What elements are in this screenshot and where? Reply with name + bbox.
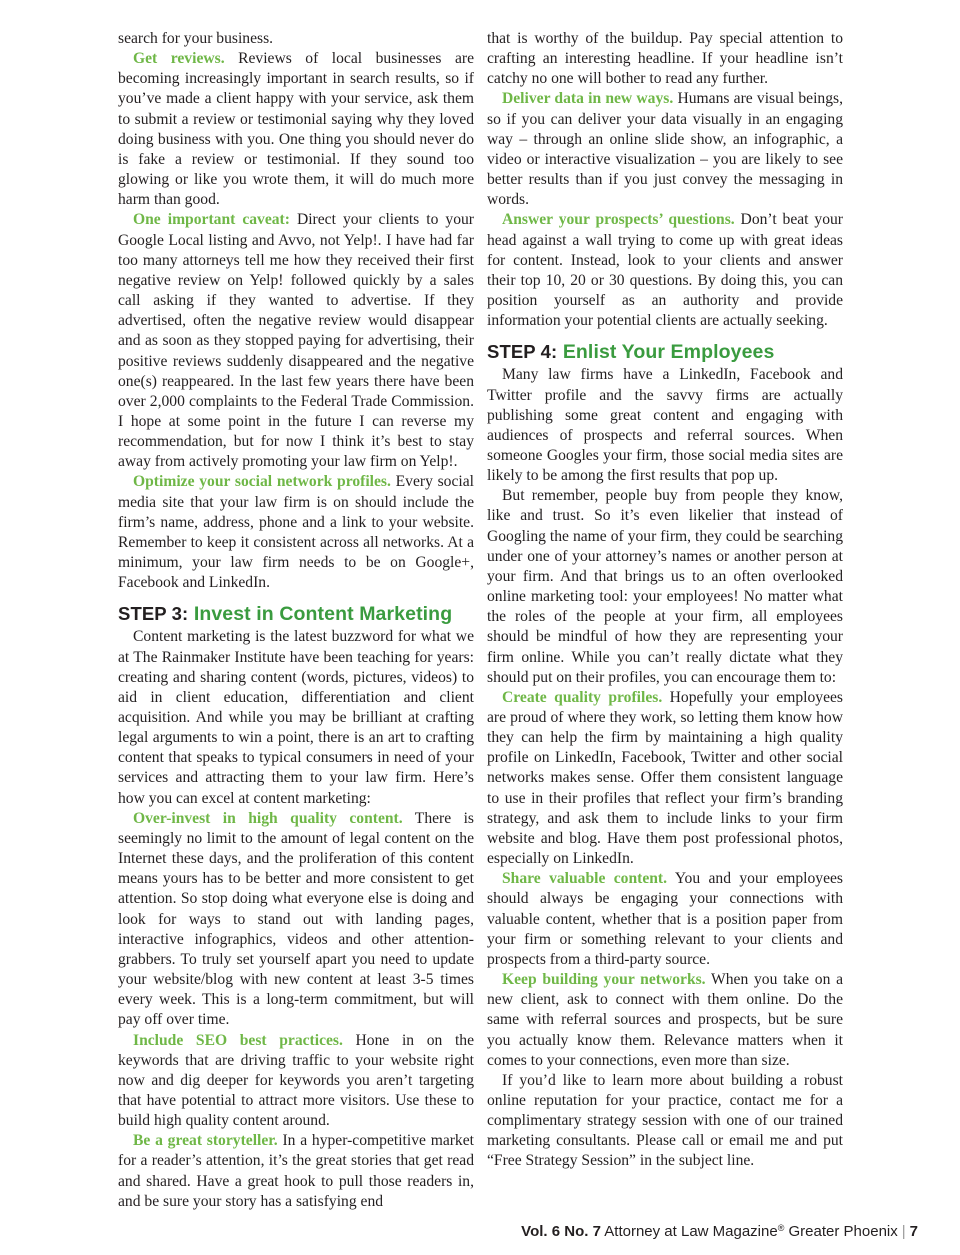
paragraph-body: Hone in on the keywords that are driving traffic to your website right now and dig deeper for keywords you aren’t targeting that have potential to attract more visitors. Use these to build high quality content around. [118,1031,474,1130]
paragraph-body: Don’t beat your head against a wall trying to come up with great ideas for content. Instead, look to your clients and answer their top 10, 20 or 30 questions. By doing this, you can position yourself as an authority and provide information your potential clients are actually seeking. [487,211,843,330]
paragraph-deliver-data [487,89,843,210]
footer-volume: Vol. 6 No. 7 [521,1223,601,1240]
paragraph-get-reviews [118,49,474,210]
registered-mark: ® [777,1223,785,1233]
right-column [487,29,843,1172]
footer-edition: Greater Phoenix [788,1223,898,1240]
paragraph-share-content [487,869,843,970]
paragraph-lead: Get reviews. [133,50,225,68]
footer-separator: | [901,1223,906,1240]
paragraph-linkedin: Many law firms have a LinkedIn, Facebook and Twitter profile and the savvy firms are actually publishing some great content and engaging with audiences of prospects and referral sources. When someone Googles your firm, those social media sites are likely to be among the first results that pop up. [487,366,843,485]
paragraph-content-marketing: Content marketing is the latest buzzword for what we at The Rainmaker Institute have been teaching for years: creating and sharing content (words, pictures, videos) to aid in client education, differentiation and client acquisition. And while you may be brilliant at crafting legal arguments to win a point, there is an art to crafting content that speaks to typical consumers in need of your services and attracting them to your law firm. Here’s how you can excel at content marketing: [118,628,474,807]
paragraph-body: Reviews of local businesses are becoming increasingly important in search results, so if you’ve made a client happy with your service, ask them to submit a review or testimonial saying why they loved doing business with you. One thing you should never do is fake a review or testimonial. If they sound too glowing or like you wrote them, it will do much more harm than good. [118,50,474,209]
paragraph-lead: Be a great storyteller. [133,1132,278,1150]
paragraph-body: In a hyper-competitive market for a reader’s attention, it’s the great stories that get read and shared. Have a great hook to pull those readers in, and be sure your story has a satisfying end [118,1132,474,1210]
left-column [118,29,474,1212]
step-label: STEP 4: [487,341,558,363]
paragraph-answer-questions [487,210,843,331]
paragraph-body: There is seemingly no limit to the amount of legal content on the Internet these days, and the proliferation of this content means yours has to be better and more consistent to get attention. So stop doing what everyone else is doing and look for ways to stand out with landing pages, interactive infographics, videos and other attention-grabbers. To truly set yourself apart you need to update your website/blog with new content at least 3-5 times every week. This is a long-term commitment, but will pay off over time. [118,809,474,1029]
paragraph-lead: Include SEO best practices. [133,1031,343,1049]
paragraph-lead: Optimize your social network profiles. [133,473,391,491]
paragraph-lead: Answer your prospects’ questions. [502,211,735,229]
paragraph-lead: Over-invest in high quality content. [133,809,403,827]
paragraph-lead: Keep building your networks. [502,971,706,989]
step-3-heading [118,602,474,626]
paragraph-networks [487,970,843,1071]
paragraph-lead: One important caveat: [133,211,290,229]
step-title: Invest in Content Marketing [193,603,453,626]
paragraph-body: Humans are visual beings, so if you can deliver your data visually in an engaging way – through an online slide show, an infographic, a video or interactive visualization – you are likely to see better results than if you just convey the messaging in words. [487,90,843,209]
step-4-heading [487,340,843,364]
paragraph-lead: Deliver data in new ways. [502,90,674,108]
step-label: STEP 3: [118,603,189,625]
paragraph-important-caveat [118,210,474,472]
page-number: 7 [909,1223,918,1240]
paragraph-body: Hopefully your employees are proud of where they work, so letting them know how they can help the firm by maintaining a high quality profile on LinkedIn, Facebook, Twitter and other social networks makes sense. Offer them consistent language to use in their profiles that reflect your firm’s branding strategy, and ask them to include links to your firm website and blog. Have them post professional photos, especially on LinkedIn. [487,688,843,868]
paragraph-quality-profiles [487,688,843,869]
paragraph-seo [118,1031,474,1132]
paragraph-body: Direct your clients to your Google Local listing and Avvo, not Yelp!. I have had far too many attorneys tell me how they received their first negative review on Yelp! followed quickly by a sales call asking if they wanted to advertise. If they advertised, often the negative review would disappear and as soon as they stopped paying for advertising, their positive reviews suddenly disappeared and the negative one(s) reappeared. In the last few years there have been over 2,000 complaints to the Federal Trade Commission. I hope at some point in the future I can reverse my recommendation, but for now I think it’s best to stay away from actively promoting your law firm on Yelp!. [118,211,474,471]
paragraph-lead: Create quality profiles. [502,688,663,706]
paragraph-lead: Share valuable content. [502,870,668,888]
paragraph-body: You and your employees should always be engaging your connections with valuable content, whether that is a position paper from your firm or something relevant to your clients and prospects from a third-party source. [487,870,843,968]
footer-magazine: Attorney at Law Magazine [604,1223,778,1240]
paragraph-closing: If you’d like to learn more about building a robust online reputation for your practice, contact me for a complimentary strategy session with one of our trained marketing consultants. Please call or email me and put “Free Strategy Session” in the subject line. [487,1071,843,1170]
paragraph: search for your business. [118,30,274,47]
paragraph-people-buy: But remember, people buy from people they know, like and trust. So it’s even likelier that instead of Googling the name of your firm, they could be searching under one of your attorney’s names or another person at your firm. And that brings us to an often overlooked online marketing tool: your employees! No matter what the roles of the people at your firm, all employees should be mindful of how they are representing your firm online. While you can’t really dictate what they should put on their profiles, you can encourage them to: [487,487,843,686]
paragraph-body: Every social media site that your law firm is on should include the firm’s name, address, phone and a link to your website. Remember to keep it consistent across all networks. At a minimum, your law firm needs to be on Google+, Facebook and LinkedIn. [118,473,474,592]
step-title: Enlist Your Employees [562,341,775,364]
paragraph-storyteller [118,1131,474,1212]
paragraph-over-invest [118,809,474,1031]
paragraph-optimize-profiles [118,472,474,593]
page-footer [521,1220,918,1244]
paragraph-body: When you take on a new client, ask to connect with them online. Do the same with referral sources and prospects, but be sure you actually know them. Relevance matters when it comes to your connections, even more than size. [487,971,843,1069]
paragraph: that is worthy of the buildup. Pay special attention to crafting an interesting headline. If your headline isn’t catchy no one will bother to read any further. [487,30,843,88]
